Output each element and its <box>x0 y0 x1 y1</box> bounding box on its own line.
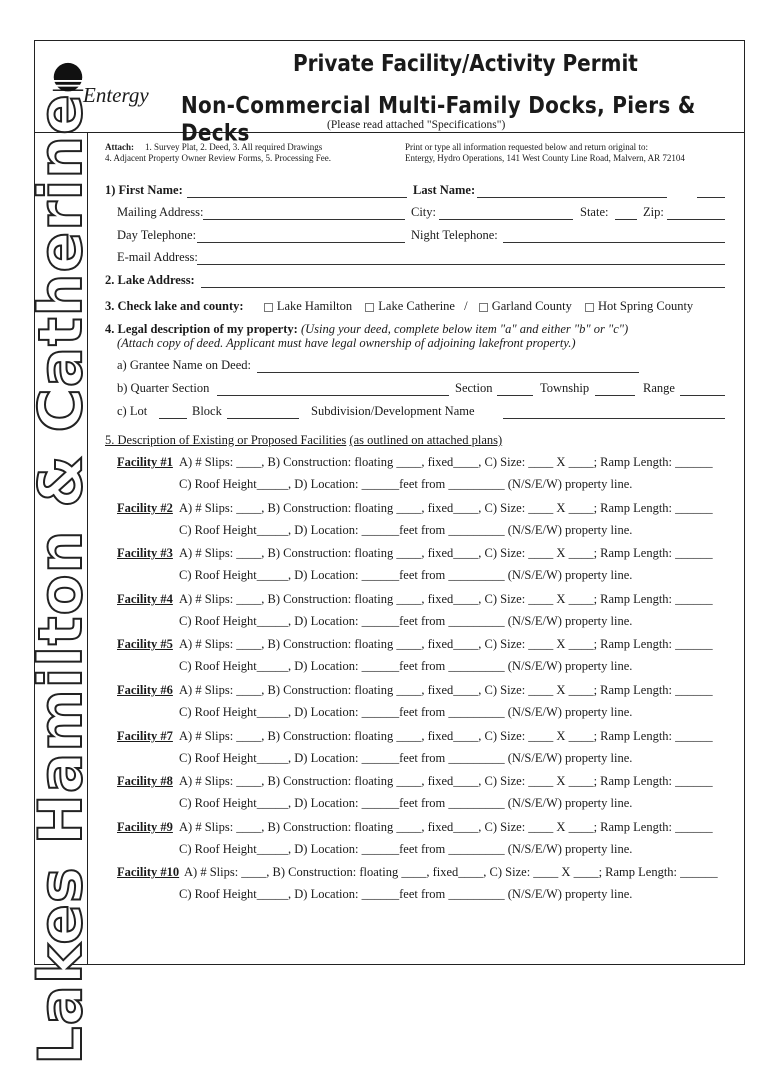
quarter-section-field[interactable] <box>217 395 449 396</box>
legal-description-heading <box>105 322 628 337</box>
facility-details-line[interactable]: A) # Slips: ____, B) Construction: floating ____, fixed____, C) Size: ____ X ____; Ramp Length: ______ <box>179 592 713 606</box>
lake-address-field[interactable] <box>201 287 725 288</box>
facility-label: Facility #1 <box>117 455 173 469</box>
permit-form <box>26 40 745 1065</box>
facility-label: Facility #10 <box>117 865 180 879</box>
block-label: Block <box>192 404 222 418</box>
lot-field[interactable] <box>159 418 187 419</box>
state-label: State: <box>580 205 609 219</box>
night-phone-label: Night Telephone: <box>411 228 498 242</box>
city-field[interactable] <box>439 219 573 220</box>
facility-location-line[interactable]: C) Roof Height_____, D) Location: ______feet from _________ (N/S/E/W) property line. <box>179 659 633 673</box>
quarter-section-label: b) Quarter Section <box>117 381 210 395</box>
township-field[interactable] <box>595 395 635 396</box>
facility-location-line[interactable]: C) Roof Height_____, D) Location: ______feet from _________ (N/S/E/W) property line. <box>179 523 633 537</box>
subdivision-field[interactable] <box>503 418 725 419</box>
lake-catherine-checkbox[interactable] <box>365 303 374 312</box>
day-phone-label: Day Telephone: <box>117 228 197 242</box>
facility-label: Facility #5 <box>117 637 173 651</box>
facility-location-line[interactable]: C) Roof Height_____, D) Location: ______feet from _________ (N/S/E/W) property line. <box>179 705 633 719</box>
state-field[interactable] <box>615 219 637 220</box>
last-name-label: Last Name: <box>413 183 476 197</box>
facility-location-line[interactable]: C) Roof Height_____, D) Location: ______feet from _________ (N/S/E/W) property line. <box>179 568 633 582</box>
facility-details-line[interactable]: A) # Slips: ____, B) Construction: floating ____, fixed____, C) Size: ____ X ____; Ramp Length: ______ <box>179 637 713 651</box>
section-label: Section <box>455 381 493 395</box>
facilities-heading <box>105 433 502 448</box>
facilities-label: 5. Description of Existing or Proposed Facilities <box>105 433 347 447</box>
hot-spring-county-checkbox[interactable] <box>585 303 594 312</box>
lake-county-row <box>105 299 693 314</box>
facility-location-line[interactable]: C) Roof Height_____, D) Location: ______feet from _________ (N/S/E/W) property line. <box>179 887 633 901</box>
page-subtitle: Non-Commercial Multi-Family Docks, Piers & Decks <box>181 91 696 147</box>
facility-label: Facility #6 <box>117 683 173 697</box>
facility-label: Facility #8 <box>117 774 173 788</box>
facility-label: Facility #2 <box>117 501 173 515</box>
hot-spring-county-label: Hot Spring County <box>598 299 694 313</box>
facility-details-line[interactable]: A) # Slips: ____, B) Construction: floating ____, fixed____, C) Size: ____ X ____; Ramp Length: ______ <box>179 501 713 515</box>
section-field[interactable] <box>497 395 533 396</box>
facility-details-line[interactable]: A) # Slips: ____, B) Construction: floating ____, fixed____, C) Size: ____ X ____; Ramp Length: ______ <box>179 683 713 697</box>
email-label: E-mail Address: <box>117 250 198 264</box>
lake-hamilton-label: Lake Hamilton <box>276 299 353 313</box>
city-label: City: <box>411 205 437 219</box>
facility-details-line[interactable]: A) # Slips: ____, B) Construction: floating ____, fixed____, C) Size: ____ X ____; Ramp Length: ______ <box>179 820 713 834</box>
range-field[interactable] <box>680 395 725 396</box>
garland-county-checkbox[interactable] <box>479 303 488 312</box>
grantee-label: a) Grantee Name on Deed: <box>117 358 251 372</box>
facility-details-line[interactable]: A) # Slips: ____, B) Construction: floating ____, fixed____, C) Size: ____ X ____; Ramp Length: ______ <box>179 546 713 560</box>
return-address: Entergy, Hydro Operations, 141 West County Line Road, Malvern, AR 72104 <box>405 153 685 163</box>
legal-description-note: (Attach copy of deed. Applicant must have legal ownership of adjoining lakefront property.) <box>117 336 576 350</box>
lot-label: c) Lot <box>117 404 148 418</box>
legal-description-label: 4. Legal description of my property: <box>105 322 298 336</box>
township-label: Township <box>540 381 590 395</box>
subdivision-label: Subdivision/Development Name <box>311 404 475 418</box>
facility-details-line[interactable]: A) # Slips: ____, B) Construction: floating ____, fixed____, C) Size: ____ X ____; Ramp Length: ______ <box>179 729 713 743</box>
return-instructions: Print or type all information requested below and return original to: <box>405 142 648 152</box>
facility-location-line[interactable]: C) Roof Height_____, D) Location: ______feet from _________ (N/S/E/W) property line. <box>179 842 633 856</box>
suffix-field[interactable] <box>697 197 725 198</box>
facility-location-line[interactable]: C) Roof Height_____, D) Location: ______feet from _________ (N/S/E/W) property line. <box>179 796 633 810</box>
attach-line1: 1. Survey Plat, 2. Deed, 3. All required Drawings <box>145 142 323 152</box>
specifications-note: (Please read attached "Specifications") <box>327 119 506 131</box>
facility-location-line[interactable]: C) Roof Height_____, D) Location: ______feet from _________ (N/S/E/W) property line. <box>179 477 633 491</box>
legal-description-hint: (Using your deed, complete below item "a" and either "b" or "c") <box>300 322 629 336</box>
facility-location-line[interactable]: C) Roof Height_____, D) Location: ______feet from _________ (N/S/E/W) property line. <box>179 614 633 628</box>
email-field[interactable] <box>197 264 725 265</box>
night-phone-field[interactable] <box>503 242 725 243</box>
last-name-field[interactable] <box>477 197 667 198</box>
facility-label: Facility #7 <box>117 729 173 743</box>
lake-hamilton-checkbox[interactable] <box>264 303 273 312</box>
attach-label: Attach: <box>105 142 134 152</box>
block-field[interactable] <box>227 418 299 419</box>
first-name-label: 1) First Name: <box>105 183 183 197</box>
range-label: Range <box>643 381 675 395</box>
facility-label: Facility #4 <box>117 592 173 606</box>
garland-county-label: Garland County <box>491 299 572 313</box>
zip-field[interactable] <box>667 219 725 220</box>
facilities-note: (as outlined on attached plans) <box>349 433 503 447</box>
side-title: Lakes Hamilton & Catherine <box>26 93 96 1065</box>
facility-details-line[interactable]: A) # Slips: ____, B) Construction: floating ____, fixed____, C) Size: ____ X ____; Ramp Length: ______ <box>179 455 713 469</box>
attach-line2: 4. Adjacent Property Owner Review Forms, 5. Processing Fee. <box>105 153 331 163</box>
facility-label: Facility #3 <box>117 546 173 560</box>
facility-details-line[interactable]: A) # Slips: ____, B) Construction: floating ____, fixed____, C) Size: ____ X ____; Ramp Length: ______ <box>184 865 718 879</box>
facility-label: Facility #9 <box>117 820 173 834</box>
mailing-address-field[interactable] <box>203 219 405 220</box>
lake-catherine-label: Lake Catherine <box>378 299 455 313</box>
grantee-field[interactable] <box>257 372 639 373</box>
zip-label: Zip: <box>643 205 664 219</box>
entergy-logo-icon <box>49 61 87 99</box>
page-title: Private Facility/Activity Permit <box>293 49 638 77</box>
day-phone-field[interactable] <box>197 242 405 243</box>
brand-name: Entergy <box>83 83 149 107</box>
lake-county-separator: / <box>464 299 468 313</box>
mailing-address-label: Mailing Address: <box>117 205 204 219</box>
lake-address-label: 2. Lake Address: <box>105 273 195 287</box>
facility-location-line[interactable]: C) Roof Height_____, D) Location: ______feet from _________ (N/S/E/W) property line. <box>179 751 633 765</box>
facility-details-line[interactable]: A) # Slips: ____, B) Construction: floating ____, fixed____, C) Size: ____ X ____; Ramp Length: ______ <box>179 774 713 788</box>
lake-county-label: 3. Check lake and county: <box>105 299 244 313</box>
first-name-field[interactable] <box>187 197 407 198</box>
